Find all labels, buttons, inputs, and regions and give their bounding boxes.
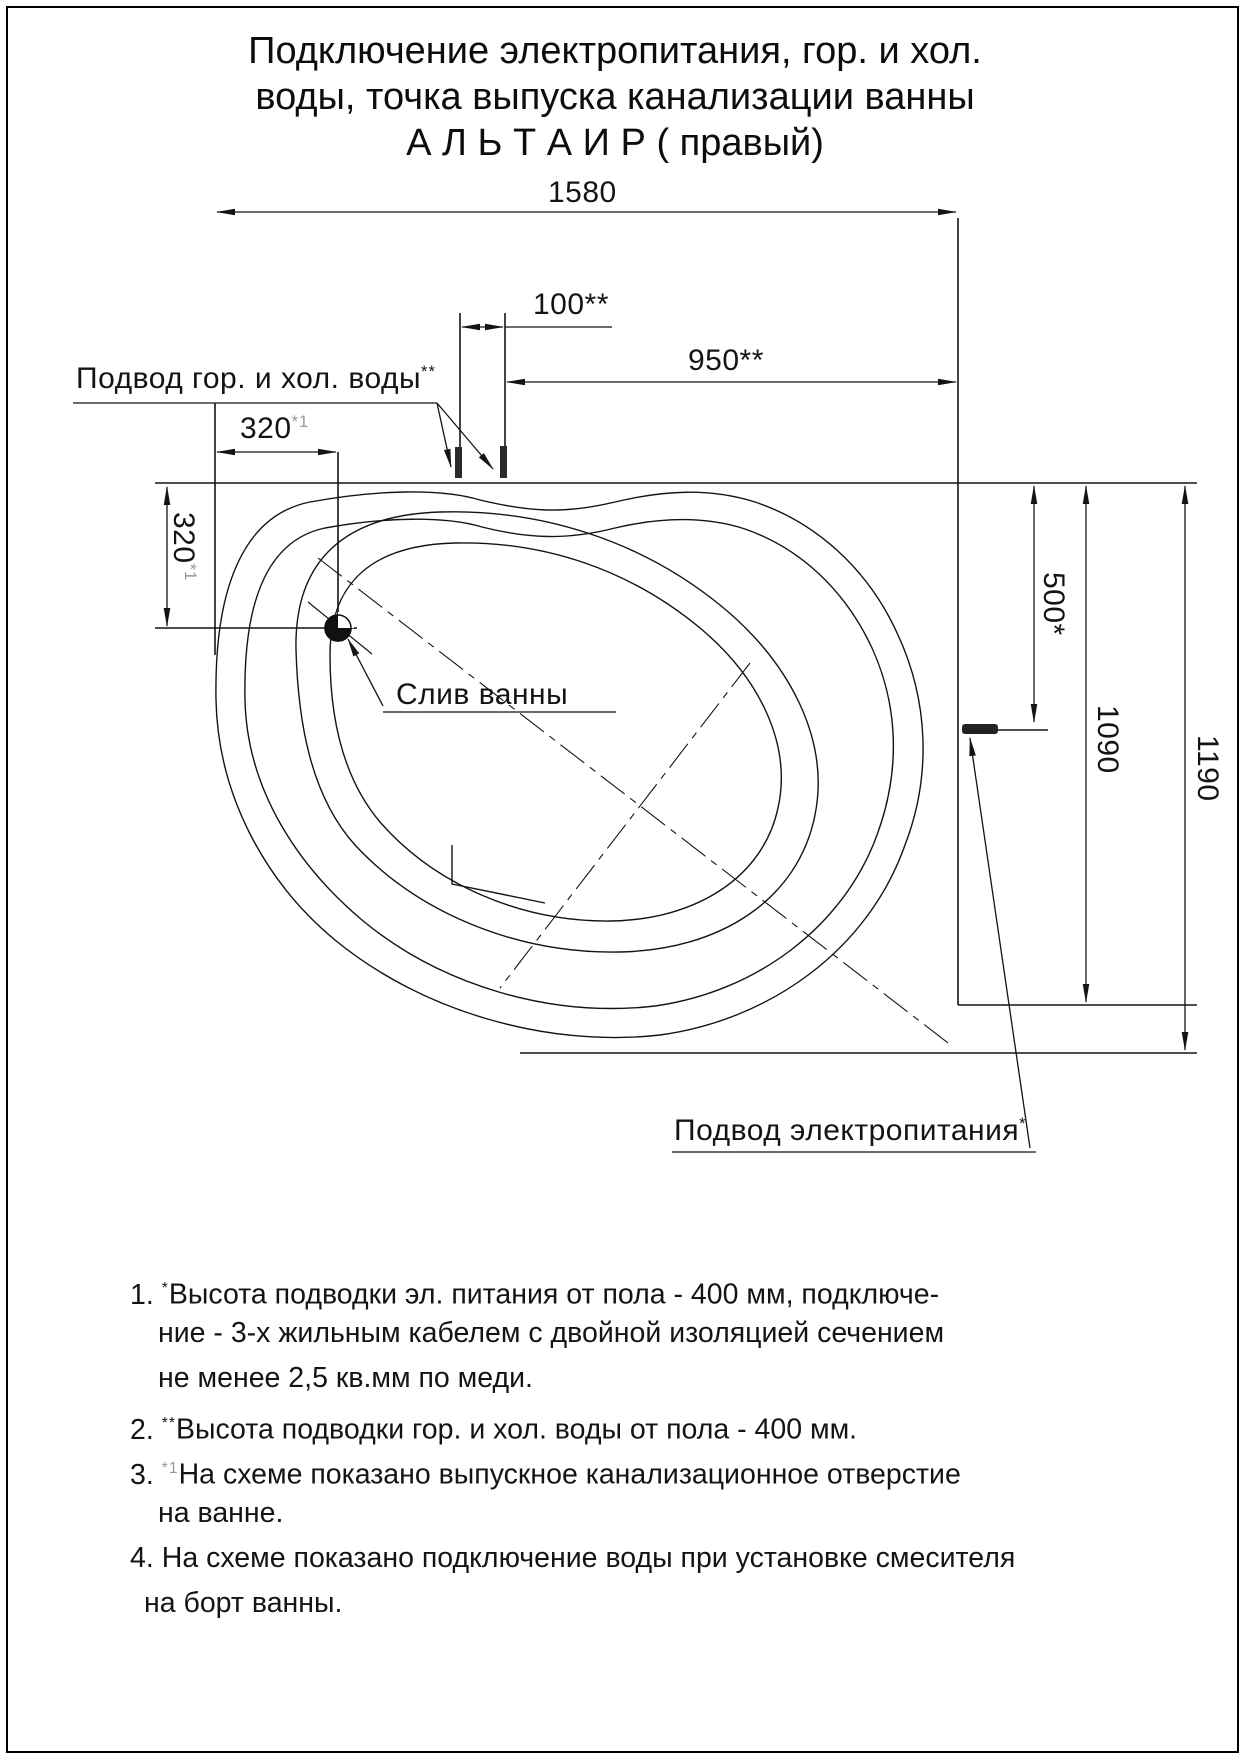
electric-connection-point	[962, 724, 998, 734]
drawing-title	[70, 28, 1160, 166]
electric-supply-label-text: Подвод электропитания	[674, 1114, 1020, 1147]
dim-width-total: 1580	[548, 176, 617, 209]
note-text: Высота подводки гор. и хол. воды от пола - 400 мм.	[175, 1413, 858, 1446]
water-supply-label-text: Подвод гор. и хол. воды	[76, 362, 422, 395]
note-row	[130, 1446, 1130, 1491]
note-row	[130, 1401, 1130, 1446]
note-row	[130, 1536, 1130, 1581]
note-text: На схеме показано выпускное канализационное отверстие	[178, 1458, 961, 1491]
dim-drain-offset-y	[166, 512, 200, 581]
dim-depth-total: 1190	[1191, 735, 1224, 802]
note-number: 2.	[130, 1413, 154, 1446]
dim-drain-offset-y-note-marker: *1	[181, 563, 199, 582]
dim-electric-height: 500*	[1037, 572, 1070, 636]
dimension-lines	[167, 212, 1185, 1050]
note-text: Высота подводки эл. питания от пола - 400 мм, подключе-	[168, 1278, 940, 1311]
title-line-2: воды, точка выпуска канализации ванны	[255, 76, 975, 118]
note-number: 4.	[130, 1542, 154, 1574]
centerlines	[318, 558, 952, 1046]
electric-supply-note-marker: *	[1019, 1115, 1027, 1133]
note-text: на ванне.	[158, 1497, 284, 1529]
note-row	[130, 1266, 1130, 1311]
water-supply-note-marker: **	[421, 363, 436, 381]
note-text: на борт ванны.	[144, 1587, 343, 1619]
note-text: На схеме показано подключение воды при установке смесителя	[161, 1542, 1016, 1574]
note-marker: **	[161, 1415, 176, 1432]
water-supply-label	[76, 362, 436, 396]
drain-label: Слив ванны	[396, 678, 569, 711]
note-row	[130, 1581, 1130, 1626]
dim-water-gap: 100**	[533, 288, 609, 321]
note-number: 1.	[130, 1278, 154, 1311]
electric-supply-label	[674, 1114, 1027, 1148]
note-marker: *	[161, 1280, 169, 1297]
dim-drain-offset-x-value: 320	[240, 412, 292, 445]
water-connection-points	[455, 446, 507, 478]
dim-drain-offset-y-value: 320	[167, 512, 200, 564]
notes-list	[130, 1266, 1130, 1626]
title-line-3: А Л Ь Т А И Р ( правый)	[406, 122, 824, 164]
note-row	[130, 1311, 1130, 1356]
note-row	[130, 1491, 1130, 1536]
note-text: ние - 3-х жильным кабелем с двойной изоляцией сечением	[158, 1317, 945, 1349]
note-row	[130, 1356, 1130, 1401]
note-number: 3.	[130, 1458, 154, 1491]
dim-depth-inner: 1090	[1091, 705, 1124, 774]
note-marker: *1	[161, 1460, 179, 1477]
note-text: не менее 2,5 кв.мм по меди.	[158, 1362, 533, 1394]
dim-water-right: 950**	[688, 344, 764, 377]
title-line-1: Подключение электропитания, гор. и хол.	[248, 30, 982, 72]
dim-drain-offset-x-note-marker: *1	[291, 413, 310, 431]
dim-drain-offset-x	[240, 412, 309, 446]
bathtub-contours	[216, 492, 923, 1038]
